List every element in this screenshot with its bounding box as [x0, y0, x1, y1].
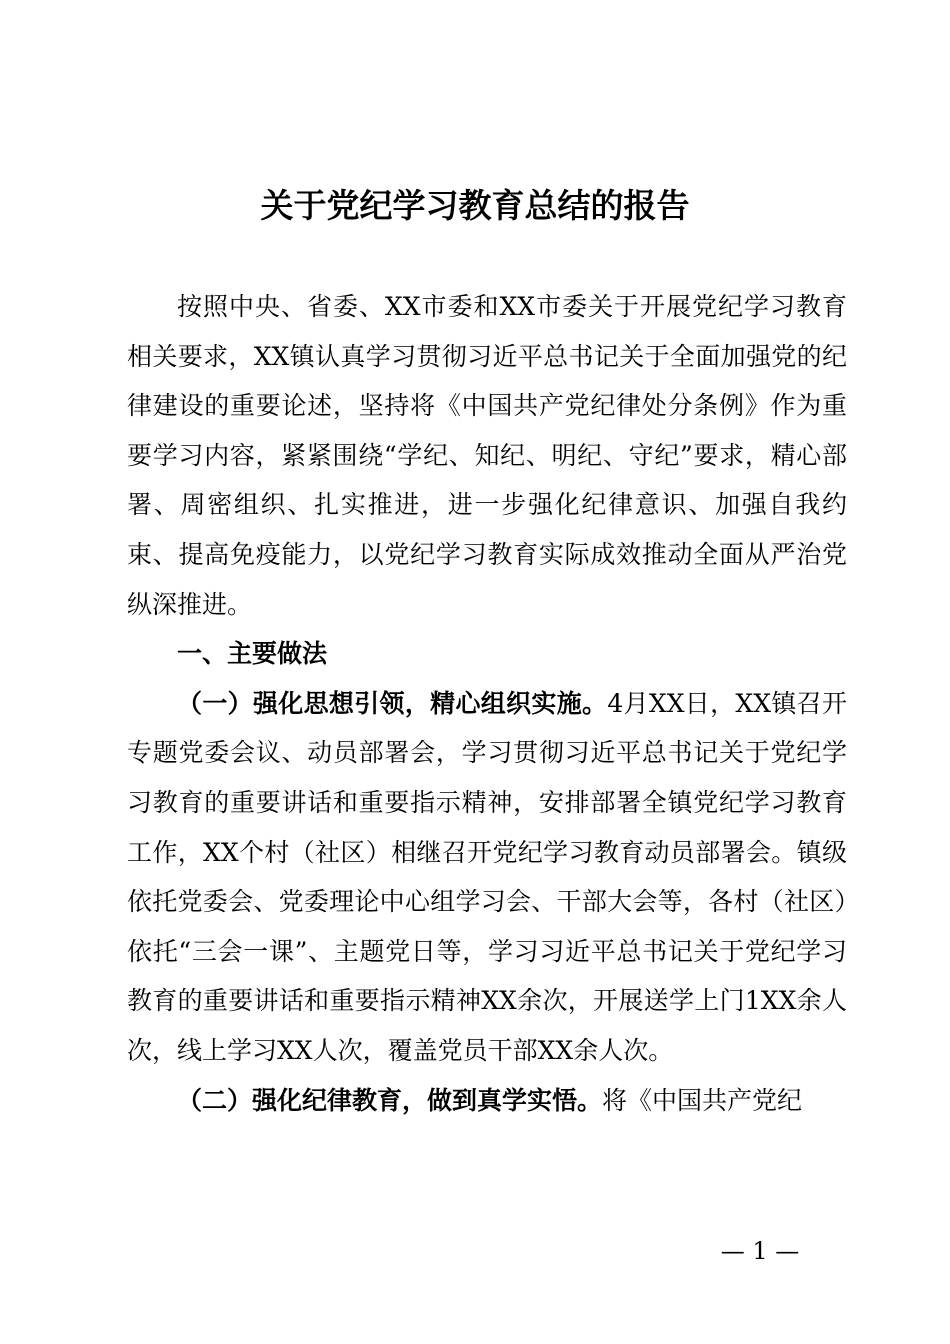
- item-paragraph-1: [127, 679, 847, 1076]
- intro-paragraph: 按照中央、省委、XX市委和XX市委关于开展党纪学习教育相关要求，XX镇认真学习贯彻习近平总书记关于全面加强党的纪律建设的重要论述，坚持将《中国共产党纪律处分条例》作为重要学习内容，紧紧围绕“学纪、知纪、明纪、守纪”要求，精心部署、周密组织、扎实推进，进一步强化纪律意识、加强自我约束、提高免疫能力，以党纪学习教育实际成效推动全面从严治党纵深推进。: [127, 292, 847, 619]
- item-lead-2: （二）强化纪律教育，做到真学实悟。: [177, 1085, 603, 1115]
- item-lead-1: （一）强化思想引领，精心组织实施。: [177, 688, 608, 718]
- item-paragraph-2: [127, 1076, 847, 1126]
- item-text-1: 4月XX日，XX镇召开专题党委会议、动员部署会，学习贯彻习近平总书记关于党纪学习教育的重要讲话和重要指示精神，安排部署全镇党纪学习教育工作，XX个村（社区）相继召开党纪学习教育动员部署会。镇级依托党委会、党委理论中心组学习会、干部大会等，各村（社区）依托“三会一课”、主题党日等，学习习近平总书记关于党纪学习教育的重要讲话和重要指示精神XX余次，开展送学上门1XX余人次，线上学习XX人次，覆盖党员干部XX余人次。: [127, 688, 847, 1065]
- document-title: 关于党纪学习教育总结的报告: [260, 186, 690, 225]
- section-heading-main-practices: 一、主要做法: [177, 639, 328, 669]
- document-body: [127, 282, 847, 1125]
- item-text-2: 将《中国共产党纪: [602, 1085, 803, 1115]
- page-number: — 1 —: [720, 1237, 800, 1265]
